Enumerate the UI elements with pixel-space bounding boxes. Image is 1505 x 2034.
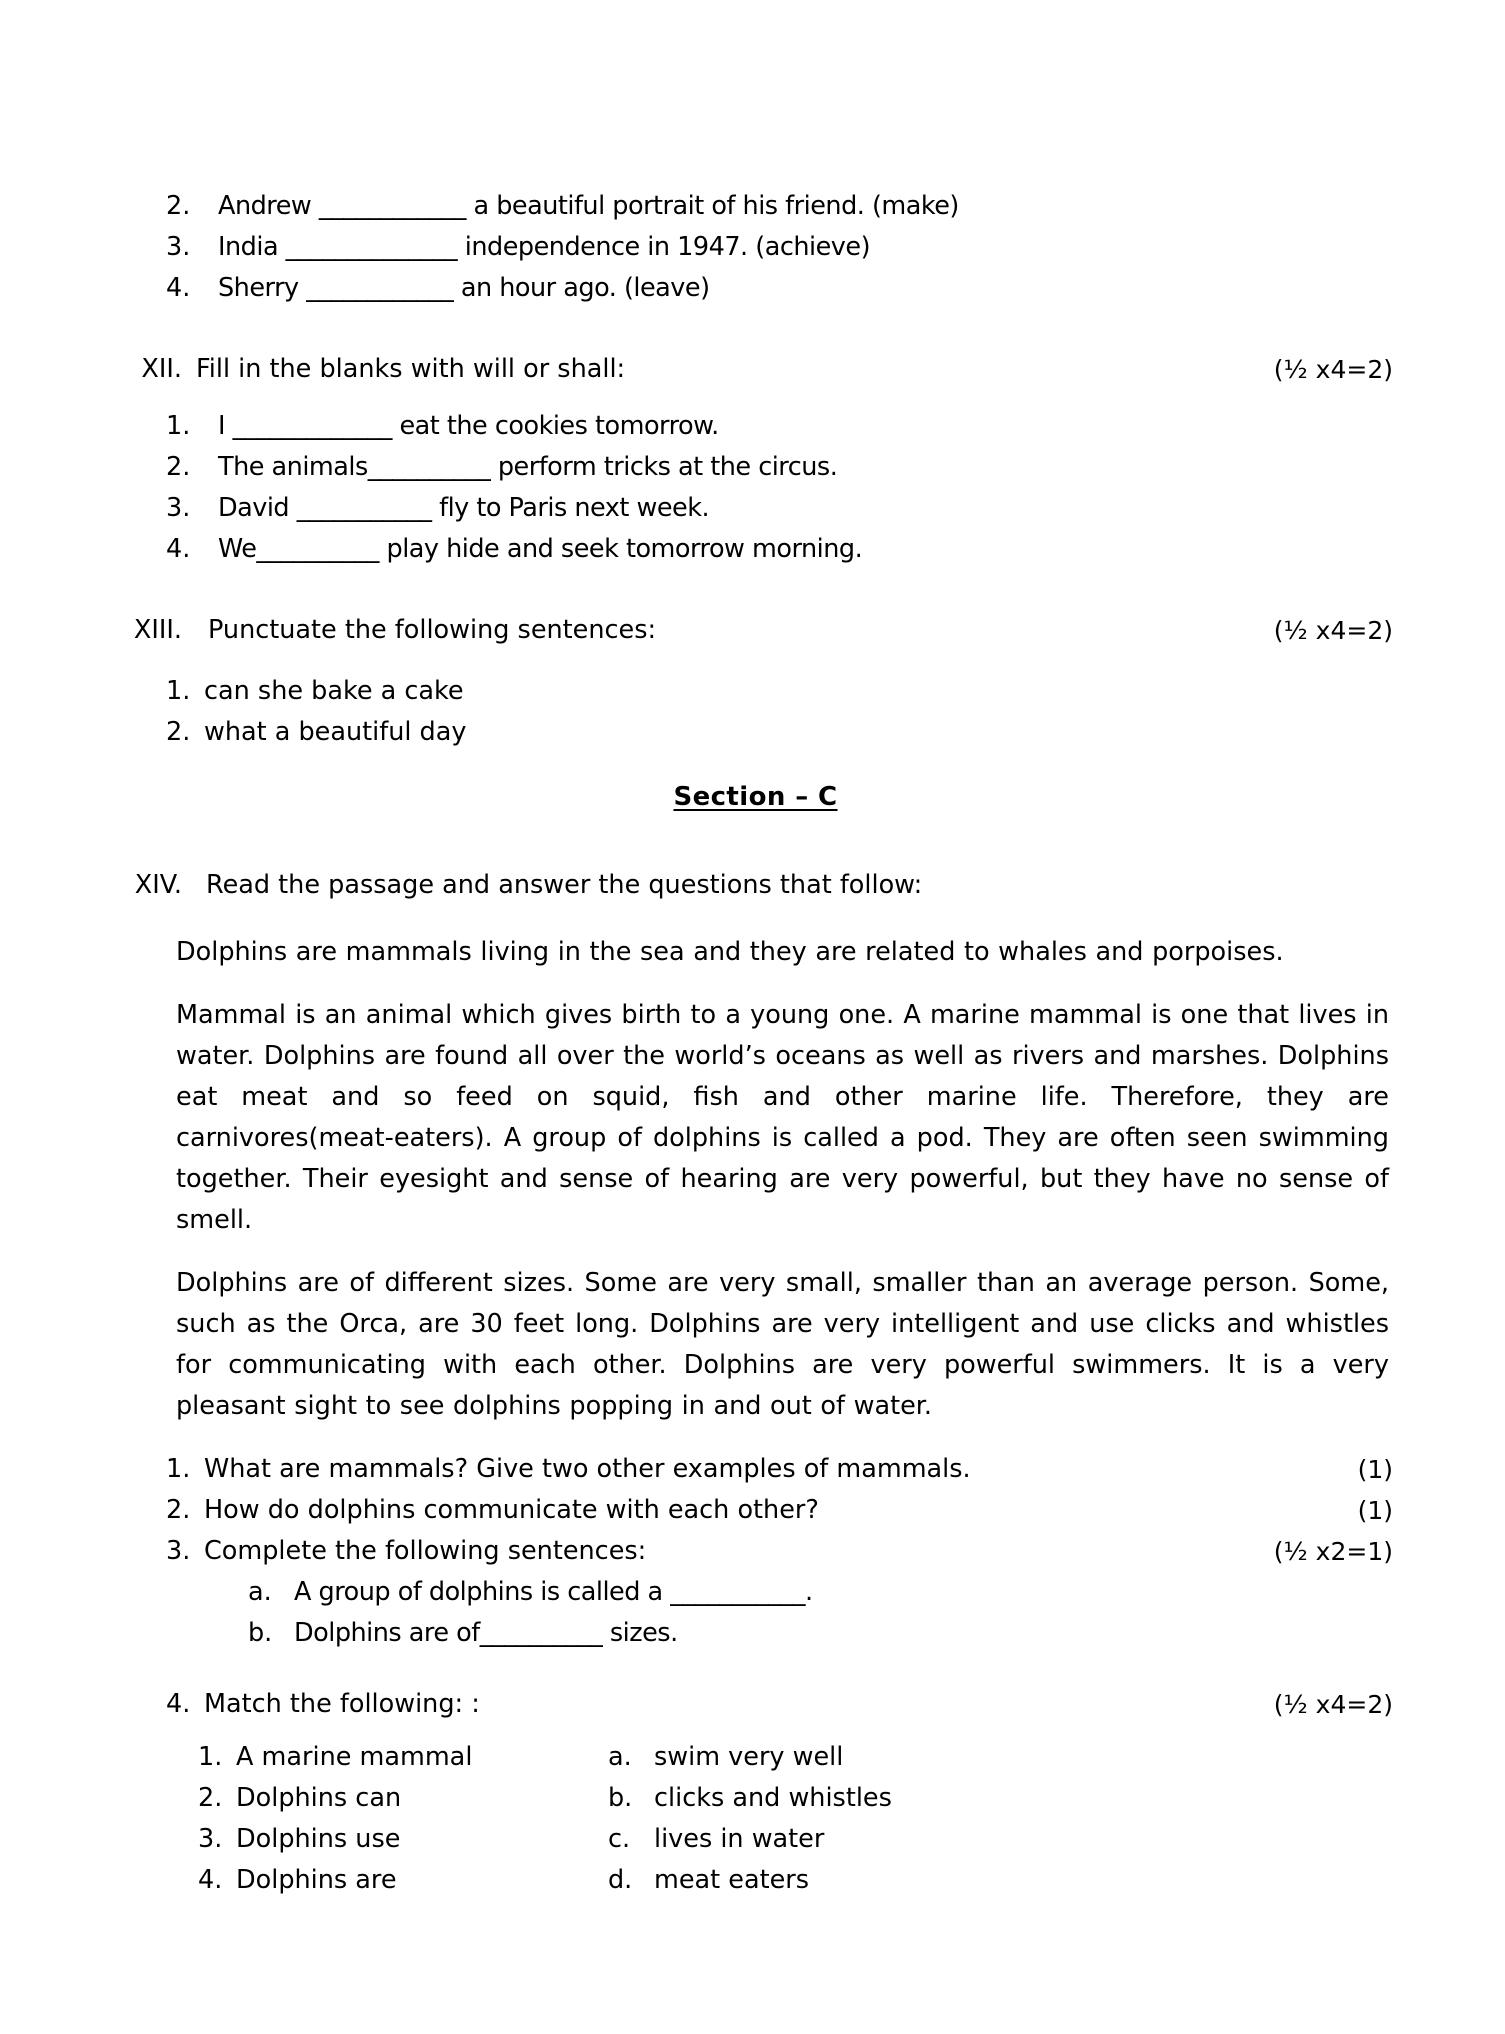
passage-paragraph: Mammal is an animal which gives birth to a young one. A marine mammal is one that lives in water. Dolphins are found all over the world’s oceans as well as rivers and marshes. Dolphins eat meat and so feed on squid, fish and other marine life. Therefore, they are carnivores(meat-eaters). A group of dolphins is called a pod. They are often seen swimming together. Their eyesight and sense of hearing are very powerful, but they have no sense of smell. xyxy=(176,1000,1389,1235)
table-row xyxy=(198,1778,1393,1819)
list-item xyxy=(166,1531,1393,1572)
match-right-cell xyxy=(608,1860,1393,1901)
list-item-letter: b. xyxy=(248,1618,273,1648)
list-item-text: Andrew ____________ a beautiful portrait of his friend. (make) xyxy=(218,191,959,221)
list-item xyxy=(166,712,1393,753)
question-12-heading xyxy=(118,349,1393,390)
list-item-number: 1. xyxy=(166,676,191,706)
list-item-text: David ___________ fly to Paris next week. xyxy=(218,493,710,523)
spacer xyxy=(118,1654,1393,1680)
list-item-number: 4. xyxy=(166,273,191,303)
list-item xyxy=(118,488,1393,529)
table-row xyxy=(198,1819,1393,1860)
list-item-text: We__________ play hide and seek tomorrow morning. xyxy=(218,534,863,564)
match-right-letter: c. xyxy=(608,1824,631,1854)
match-right-text: lives in water xyxy=(654,1824,825,1854)
passage-questions xyxy=(118,1449,1393,1572)
list-item xyxy=(118,186,1393,227)
list-item-number: 2. xyxy=(166,452,191,482)
list-item-text: What are mammals? Give two other examples of mammals. xyxy=(204,1454,971,1484)
list-item-number: 1. xyxy=(166,1454,191,1484)
question-14-heading xyxy=(118,865,1393,906)
list-item-text: I _____________ eat the cookies tomorrow. xyxy=(218,411,719,441)
table-row xyxy=(198,1860,1393,1901)
question-12-marks: (½ x4=2) xyxy=(1273,355,1393,384)
question-13-number: XIII. xyxy=(133,615,182,645)
spacer xyxy=(118,825,1393,851)
question-13-title: Punctuate the following sentences: xyxy=(208,615,657,645)
spacer xyxy=(118,390,1393,406)
section-c-heading xyxy=(118,775,1393,819)
spacer xyxy=(118,906,1393,932)
list-item-number: 4. xyxy=(166,534,191,564)
match-right-text: meat eaters xyxy=(654,1865,810,1895)
question-13-items xyxy=(118,671,1393,753)
list-item-number: 2. xyxy=(166,191,191,221)
question-13-marks: (½ x4=2) xyxy=(1273,616,1393,645)
page-content xyxy=(118,186,1393,1901)
match-right-text: swim very well xyxy=(654,1742,844,1772)
list-item-number: 2. xyxy=(166,1495,191,1525)
question-12-number: XII. xyxy=(141,354,182,384)
list-item-text: The animals__________ perform tricks at the circus. xyxy=(218,452,838,482)
list-item xyxy=(166,671,1393,712)
match-title: Match the following: : xyxy=(204,1689,480,1719)
list-item-marks: (1) xyxy=(1357,1455,1393,1484)
match-right-letter: d. xyxy=(608,1865,633,1895)
question-13-heading xyxy=(118,610,1393,651)
match-left-number: 4. xyxy=(198,1865,223,1895)
list-item-number: 1. xyxy=(166,411,191,441)
table-row xyxy=(198,1737,1393,1778)
list-item xyxy=(118,268,1393,309)
match-left-text: Dolphins are xyxy=(236,1865,397,1895)
spacer xyxy=(118,570,1393,596)
section-c-label: Section – C xyxy=(673,782,838,812)
match-right-cell xyxy=(608,1819,1393,1860)
match-left-number: 3. xyxy=(198,1824,223,1854)
list-item-text: A group of dolphins is called a ___________. xyxy=(294,1577,813,1607)
match-right-cell xyxy=(608,1778,1393,1819)
match-left-cell xyxy=(198,1860,608,1901)
list-item xyxy=(166,1684,1393,1725)
match-left-text: Dolphins use xyxy=(236,1824,401,1854)
match-number: 4. xyxy=(166,1689,191,1719)
list-item xyxy=(166,1449,1393,1490)
list-item xyxy=(118,1572,1393,1613)
list-item xyxy=(118,529,1393,570)
match-left-text: Dolphins can xyxy=(236,1783,402,1813)
match-left-cell xyxy=(198,1778,608,1819)
list-item-text: India ______________ independence in 1947. (achieve) xyxy=(218,232,871,262)
match-left-cell xyxy=(198,1737,608,1778)
list-item-marks: (½ x2=1) xyxy=(1273,1537,1393,1566)
list-item-letter: a. xyxy=(248,1577,272,1607)
match-right-cell xyxy=(608,1737,1393,1778)
complete-sentences-items xyxy=(118,1572,1393,1654)
list-item-number: 3. xyxy=(166,493,191,523)
spacer xyxy=(118,651,1393,667)
reading-passage xyxy=(118,932,1393,1427)
list-item-text: Sherry ____________ an hour ago. (leave) xyxy=(218,273,710,303)
question-12-title: Fill in the blanks with will or shall: xyxy=(196,354,626,384)
list-item-text: Dolphins are of__________ sizes. xyxy=(294,1618,678,1648)
list-item-number: 3. xyxy=(166,232,191,262)
question-14-title: Read the passage and answer the questions that follow: xyxy=(206,870,923,900)
match-the-following-table xyxy=(118,1737,1393,1901)
match-left-cell xyxy=(198,1819,608,1860)
question-12-items xyxy=(118,406,1393,570)
question-14-number: XIV. xyxy=(134,870,182,900)
list-item-text: How do dolphins communicate with each other? xyxy=(204,1495,819,1525)
passage-paragraph: Dolphins are mammals living in the sea and they are related to whales and porpoises. xyxy=(176,937,1284,967)
match-left-text: A marine mammal xyxy=(236,1742,473,1772)
list-item-text: Complete the following sentences: xyxy=(204,1536,647,1566)
match-left-number: 1. xyxy=(198,1742,223,1772)
list-item xyxy=(118,406,1393,447)
match-left-number: 2. xyxy=(198,1783,223,1813)
list-item-marks: (1) xyxy=(1357,1496,1393,1525)
spacer xyxy=(118,309,1393,335)
list-item-text: what a beautiful day xyxy=(204,717,467,747)
list-item-number: 2. xyxy=(166,717,191,747)
match-right-text: clicks and whistles xyxy=(654,1783,892,1813)
match-right-letter: a. xyxy=(608,1742,632,1772)
list-item-number: 3. xyxy=(166,1536,191,1566)
carryover-items-list xyxy=(118,186,1393,309)
list-item xyxy=(166,1490,1393,1531)
list-item xyxy=(118,1613,1393,1654)
list-item xyxy=(118,447,1393,488)
list-item xyxy=(118,227,1393,268)
match-marks: (½ x4=2) xyxy=(1273,1690,1393,1719)
list-item-text: can she bake a cake xyxy=(204,676,464,706)
passage-paragraph: Dolphins are of different sizes. Some are very small, smaller than an average person. Some, such as the Orca, are 30 feet long. Dolphins are very intelligent and use clicks and whistles for communicating with each other. Dolphins are very powerful swimmers. It is a very pleasant sight to see dolphins popping in and out of water. xyxy=(176,1268,1389,1421)
match-the-following-heading xyxy=(118,1684,1393,1725)
match-right-letter: b. xyxy=(608,1783,633,1813)
